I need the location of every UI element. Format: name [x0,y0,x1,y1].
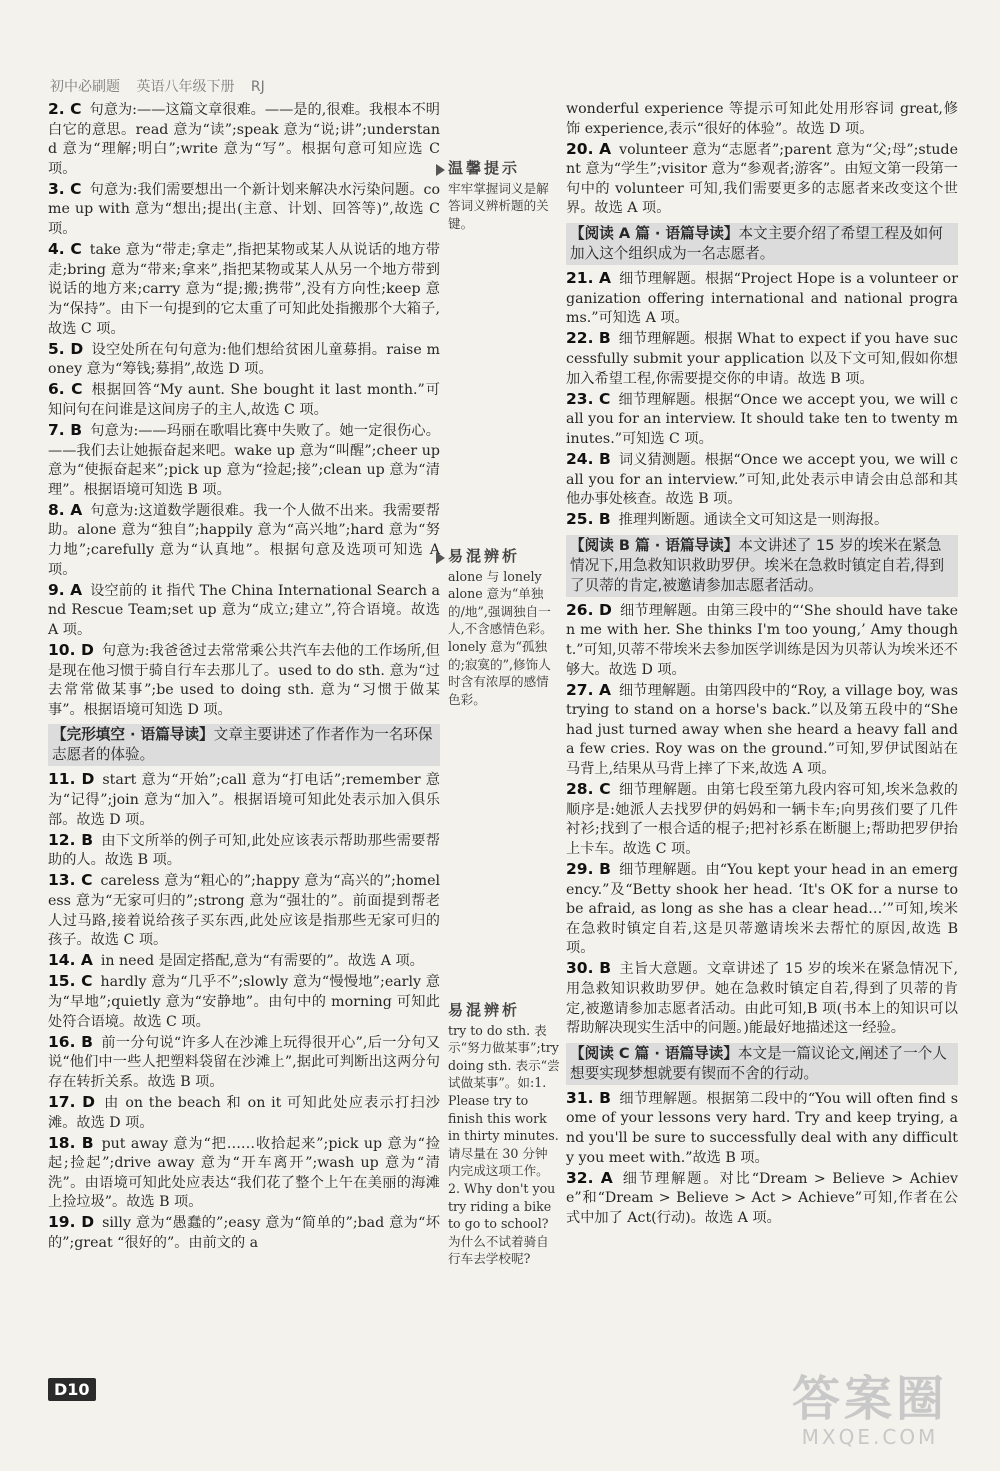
answer-number: 9. A [48,580,83,599]
tip-text: try to do sth. 表示“努力做某事”;try doing sth. 表示“尝试做某事”。如:1. Please try to finish this work in thirty minutes. 请尽量在 30 分钟内完成这项工作。2. Why don't you try riding a bike to go to school? 为什么不试着骑自行车去学校呢? [448,1022,560,1267]
tip-box [448,548,560,708]
answer-explanation: 设空前的 it 指代 The China International Search and Rescue Team;set up 意为“成立;建立”,符合语境。故选 A 项。 [48,582,440,638]
answer-explanation: 由 on the beach 和 on it 可知此处应表示打扫沙滩。故选 D 项。 [48,1094,440,1131]
answer-entry [48,501,440,580]
answer-explanation: silly 意为“愚蠢的”;easy 意为“简单的”;bad 意为“坏的”;great “很好的”。由前文的 a [48,1215,440,1252]
answer-number: 27. A [566,680,611,699]
section-intro [566,223,958,265]
section-intro [566,1043,958,1085]
tip-arrow-icon [436,164,445,176]
tip-title: 易混辨析 [448,547,521,565]
answer-entry [566,860,958,959]
answer-entry [48,1134,440,1213]
section-text: 本文主要介绍了希望工程及如何加入这个组织成为一名志愿者。 [570,225,943,263]
section-text: 文章主要讲述了作者作为一名环保志愿者的体验。 [52,726,433,764]
book-title: 初中必刷题 [50,79,120,95]
tip-box [448,1002,560,1268]
answer-number: 23. C [566,389,611,408]
answer-explanation: hardly 意为“几乎不”;slowly 意为“慢慢地”;early 意为“早地”;quietly 意为“安静地”。由句中的 morning 可知此处符合语境。故选 C 项。 [48,974,440,1030]
answer-entry [566,269,958,329]
answer-number: 17. D [48,1092,95,1111]
answer-number: 28. C [566,780,611,799]
answer-explanation: 前一分句说“许多人在沙滩上玩得很开心”,后一分句又说“他们中一些人把塑料袋留在沙滩上”,据此可判断出这两分句存在转折关系。故选 B 项。 [48,1034,440,1090]
right-column [566,100,958,1229]
tip-title: 温馨提示 [448,159,521,177]
answer-entry [566,681,958,780]
answer-entry [566,329,958,389]
tip-box [448,160,560,232]
answer-explanation: 根据回答“My aunt. She bought it last month.”可知问句在问谁是这间房子的主人,故选 C 项。 [48,382,440,418]
answer-number: 11. D [48,770,95,789]
answer-entry [48,951,440,972]
answer-entry [48,871,440,950]
answer-explanation: 细节理解题。由第七段至第九段内容可知,埃米急救的顺序是:她派人去找罗伊的妈妈和一辆卡车;向男孩们要了几件衬衫;找到了一根合适的棍子;把衬衫系在断腿上;帮助把罗伊抬上卡车。故选 C 项。 [566,782,958,857]
answer-explanation: 句意为:这道数学题很难。我一个人做不出来。我需要帮助。alone 意为“独自”;happily 意为“高兴地”;hard 意为“努力地”;carefully 意为“认真地”。根据句意及选项可知选 A 项。 [48,502,440,578]
answer-entry [48,770,440,830]
answer-entry [566,1089,958,1168]
answer-explanation: 词义猜测题。根据“Once we accept you, we will call you for an interview.”可知,此处表示申请会由总部和其他办事处核查。故选 B 项。 [566,451,958,508]
answer-explanation: 句意为:——玛丽在歌唱比赛中失败了。她一定很伤心。——我们去让她振奋起来吧。wake up 意为“叫醒”;cheer up 意为“使振奋起来”;pick up 意为“捡起;接”;clean up 意为“清理”。根据语境可知选 B 项。 [48,423,440,498]
section-label: 【阅读 A 篇 · 语篇导读】 [570,225,739,243]
answer-explanation: 细节理解题。根据第二段中的“You will often find some of your lessons very hard. Try and keep trying, and you'll be sure to successfully deal with any difficulty you meet with.”故选 B 项。 [566,1090,959,1166]
answer-entry [566,780,958,859]
answer-number: 4. C [48,240,82,259]
answer-number: 3. C [48,179,82,198]
answer-entry [566,510,958,531]
answer-number: 7. B [48,421,83,439]
answer-explanation: 句意为:我们需要想出一个新计划来解决水污染问题。come up with 意为“想出;提出(主意、计划、回答等)”,故选 C 项。 [48,181,440,238]
answer-number: 18. B [48,1133,94,1152]
section-label: 【阅读 B 篇 · 语篇导读】 [570,536,739,554]
answer-entry [566,959,958,1038]
answer-number: 14. A [48,951,93,970]
section-intro [566,535,958,597]
answer-explanation: 细节理解题。根据“Project Hope is a volunteer organization offering international and national programs.”可知选 A 项。 [566,271,958,327]
answer-number: 26. D [566,600,612,619]
page-number: D10 [48,1378,96,1401]
answer-number: 22. B [566,329,611,348]
answer-entry [566,100,958,139]
answer-entry [48,100,440,179]
answer-number: 24. B [566,449,611,468]
answer-number: 30. B [566,959,612,978]
section-label: 【阅读 C 篇 · 语篇导读】 [570,1044,738,1062]
section-label: 【完形填空 · 语篇导读】 [52,726,214,744]
answer-number: 19. D [48,1213,95,1232]
answer-number: 29. B [566,860,611,878]
answer-number: 2. C [48,100,82,118]
answer-explanation: careless 意为“粗心的”;happy 意为“高兴的”;homeless 意为“无家可归的”;strong 意为“强壮的”。前面提到帮老人过马路,接着说给孩子买东西,此处应该是指那些无家可归的孩子。故选 C 项。 [48,873,441,949]
answer-entry [48,421,440,500]
answer-entry [48,1093,440,1133]
answer-entry [48,972,440,1032]
answer-explanation: volunteer 意为“志愿者”;parent 意为“父;母”;student 意为“学生”;visitor 意为“参观者;游客”。由短文第一段第一句中的 volunteer 可知,我们需要更多的志愿者来改变这个世界。故选 A 项。 [566,141,958,217]
answer-explanation: 主旨大意题。文章讲述了 15 岁的埃米在紧急情况下,用急救知识救助罗伊。她在急救时镇定自若,得到了贝蒂的肯定,被邀请参加志愿者活动。由此可知,B 项(书本上的知识可以帮助解决现实生活中的问题。)能最好地描述这一经验。 [566,961,958,1037]
tip-text: alone 与 lonely alone 意为“单独的/地”,强调独自一人,不含感情色彩。lonely 意为“孤独的;寂寞的”,修饰人时含有浓厚的感情色彩。 [448,568,553,707]
answer-entry [48,180,440,240]
answer-entry [48,641,440,720]
answer-entry [566,1169,958,1229]
watermark-url: MXQE.COM [801,1425,939,1449]
subject-title: 英语八年级下册 [136,79,235,95]
answer-number: 12. B [48,830,94,849]
answer-explanation: 细节理解题。由“You kept your head in an emergency.”及“Betty shook her head. ‘It's OK for a nurse to be afraid, as long as she has a clear head…’”可知,埃米在急救时镇定自若,这是贝蒂邀请埃米去帮忙的原因,故选 B 项。 [566,862,958,957]
answer-explanation: 细节理解题。由第三段中的“‘She should have taken me with her. She thinks I'm too young,’ Amy thought.”可知,贝蒂不带埃米去参加医学训练是因为贝蒂认为埃米还不够大。故选 D 项。 [566,602,958,678]
answer-explanation: in need 是固定搭配,意为“有需要的”。故选 A 项。 [100,953,424,970]
watermark [792,1373,948,1449]
answer-entry [566,140,958,219]
answer-explanation: start 意为“开始”;call 意为“打电话”;remember 意为“记得”;join 意为“加入”。根据语境可知此处表示加入俱乐部。故选 D 项。 [48,772,440,828]
answer-number: 20. A [566,139,612,158]
answer-explanation: 句意为:我爸爸过去常常乘公共汽车去他的工作场所,但是现在他习惯于骑自行车去那儿了。used to do sth. 意为“过去常常做某事”;be used to doing sth. 意为“习惯于做某事”。根据语境可知选 D 项。 [48,643,440,718]
section-intro [48,724,440,766]
answer-number: 15. C [48,972,93,991]
answer-number: 16. B [48,1032,93,1051]
answer-explanation: 细节理解题。由第四段中的“Roy, a village boy, was trying to stand on a horse's back.”以及第五段中的“She had just turned away when she heard a heavy fall and a few cries. Roy was on the ground.”可知,罗伊试图站在马背上,结果从马背上摔了下来,故选 A 项。 [566,682,958,778]
answer-number: 21. A [566,269,611,288]
answer-number: 8. A [48,500,83,519]
answer-entry [48,1033,440,1093]
answer-entry [48,380,440,420]
answer-explanation: 推理判断题。通读全文可知这是一则海报。 [618,512,889,529]
answer-explanation: 细节理解题。根据“Once we accept you, we will call you for an interview. It should take ten to twenty minutes.”可知选 C 项。 [566,391,958,447]
tip-text: 牢牢掌握词义是解答词义辨析题的关键。 [448,180,549,231]
watermark-logo: 答案圈 [791,1371,948,1427]
section-text: 本文讲述了 15 岁的埃米在紧急情况下,用急救知识救助罗伊。埃米在急救时镇定自若,得到了贝蒂的肯定,被邀请参加志愿者活动。 [570,536,945,594]
answer-explanation: 细节理解题。对比“Dream > Believe > Achieve”和“Dream > Believe > Act > Achieve”可知,作者在公式中加了 Act(行动)。故选 A 项。 [566,1170,958,1226]
tip-arrow-icon [436,552,445,564]
answer-explanation: 由下文所举的例子可知,此处应该表示帮助那些需要帮助的人。故选 B 项。 [48,832,440,869]
answer-explanation: 设空处所在句句意为:他们想给贫困儿童募捐。raise money 意为“筹钱;募捐”,故选 D 项。 [48,341,440,378]
page-header [50,76,277,96]
answer-entry [566,450,958,510]
answer-number: 10. D [48,641,94,660]
answer-explanation: take 意为“带走;拿走”,指把某物或某人从说话的地方带走;bring 意为“带来;拿来”,指把某物或某人从另一个地方带到说话的地方来;carry 意为“提;搬;携带”,没有方向性;keep 意为“保持”。由下一句提到的它太重了可知此处指搬那个大箱子,故选 C 项。 [48,242,440,337]
answer-entry [48,831,440,871]
edition-label: RJ [250,79,265,95]
answer-explanation: 句意为:——这篇文章很难。——是的,很难。我根本不明白它的意思。read 意为“读”;speak 意为“说;讲”;understand 意为“理解;明白”;write 意为“写”。根据句意可知应选 C 项。 [48,102,440,177]
answer-explanation: put away 意为“把……收拾起来”;pick up 意为“捡起;捡起”;drive away 意为“开车离开”;wash up 意为“清洗”。由语境可知此处应表达“我们花了整个上午在美丽的海滩上捡垃圾”。故选 B 项。 [48,1135,440,1211]
answer-entry [48,340,440,380]
answer-entry [48,581,440,641]
answer-entry [566,390,958,450]
answer-entry [566,601,958,680]
answer-number: 31. B [566,1088,611,1107]
left-column [48,100,440,1254]
answer-entry [48,1213,440,1253]
answer-explanation: wonderful experience 等提示可知此处用形容词 great,修饰 experience,表示“很好的体验”。故选 D 项。 [566,101,958,137]
answer-explanation: 细节理解题。根据 What to expect if you have successfully submit your application 以及下文可知,假如你想加入希望工程,你需要提交你的申请。故选 B 项。 [566,331,958,387]
answer-number: 5. D [48,339,84,358]
answer-entry [48,240,440,339]
answer-number: 32. A [566,1168,613,1187]
section-text: 本文是一篇议论文,阐述了一个人想要实现梦想就要有锲而不舍的行动。 [570,1044,947,1082]
answer-number: 25. B [566,510,611,529]
answer-number: 6. C [48,380,83,399]
answer-number: 13. C [48,871,93,890]
tip-title: 易混辨析 [448,1001,521,1019]
